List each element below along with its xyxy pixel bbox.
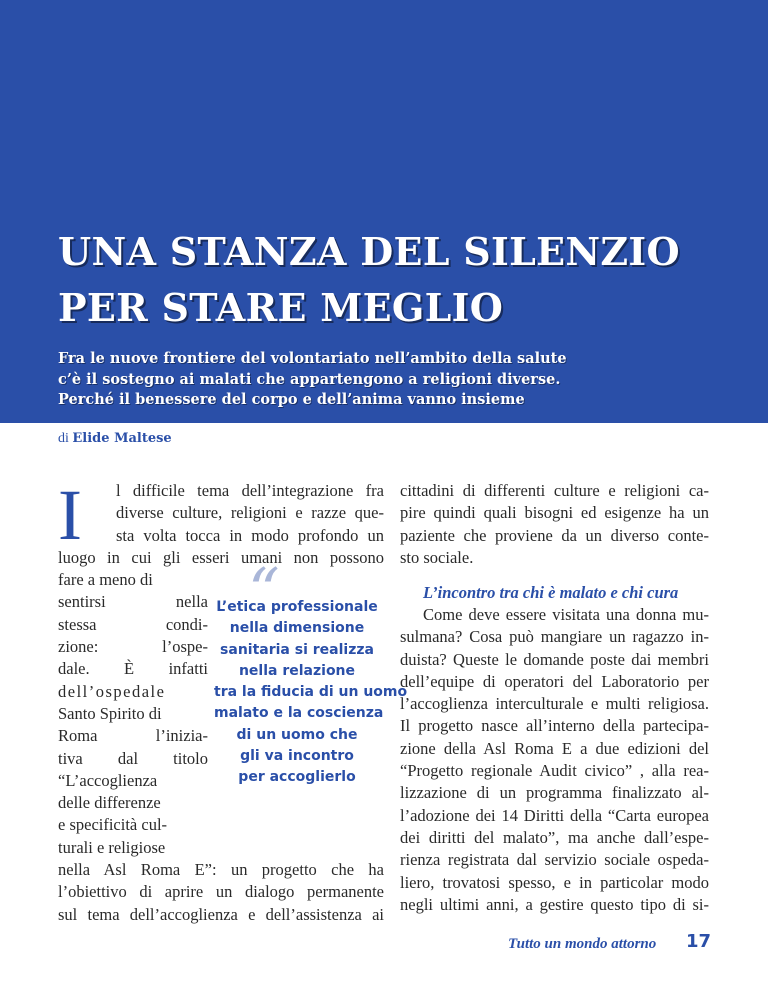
- text-line: dell’ospedale: [58, 681, 166, 701]
- text-line: liero, trovatosi spesso, e in particolar modo: [400, 872, 709, 892]
- text-line: l’obiettivo di aprire un dialogo permanente: [58, 882, 384, 902]
- pull-quote-line: sanitaria si realizza: [220, 641, 374, 658]
- text-line: l’accoglienza interculturale e multi religiosa.: [400, 694, 709, 714]
- text-line: zione della Asl Roma E a due edizioni del: [400, 738, 709, 758]
- text-line: l’adozione dei 14 Diritti della “Carta europea: [400, 805, 709, 825]
- text-line: zione: l’ospe-: [58, 637, 208, 657]
- text-line: dell’equipe di operatori del Laboratorio per: [400, 671, 709, 691]
- drop-cap: I: [58, 475, 82, 555]
- text-line: luogo in cui gli esseri umani non possono: [58, 547, 384, 567]
- text-line: rienza registrata dal servizio sociale ospeda-: [400, 850, 709, 870]
- text-line: paziente che proviene da un diverso conte-: [400, 525, 709, 545]
- text-line: sta volta tocca in modo profondo un: [116, 525, 384, 545]
- text-line: e specificità cul-: [58, 815, 168, 835]
- text-line: cittadini di differenti culture e religioni ca-: [400, 481, 709, 500]
- article-subtitle: [58, 349, 567, 411]
- byline-prefix: di: [58, 431, 69, 446]
- text-line: stessa condi-: [58, 614, 208, 634]
- text-line: delle differenze: [58, 793, 161, 813]
- pull-quote-line: nella dimensione: [229, 620, 365, 637]
- text-line: turali e religiose: [58, 837, 166, 857]
- section-heading: L’incontro tra chi è malato e chi cura: [423, 583, 679, 602]
- text-line: duista? Queste le domande poste dai membri: [400, 649, 709, 669]
- pull-quote-line: tra la fiducia di un uomo: [214, 684, 408, 701]
- text-line: Come deve essere visitata una donna mu-: [423, 605, 709, 624]
- text-line: sto sociale.: [400, 547, 474, 567]
- text-line: dei diritti del malato”, ma anche dall’espe-: [400, 827, 709, 847]
- author-name: Elide Maltese: [72, 431, 172, 446]
- pull-quote-line: malato e la coscienza: [214, 705, 384, 722]
- header-banner: [0, 0, 768, 423]
- pull-quote-line: di un uomo che: [236, 726, 358, 743]
- text-line: Il progetto nasce all’interno della partecipa-: [400, 716, 709, 736]
- pull-quote-line: gli va incontro: [240, 748, 354, 765]
- title-line: UNA STANZA DEL SILENZIO: [58, 229, 680, 274]
- text-line: tiva dal titolo: [58, 748, 208, 768]
- text-line: dale. È infatti: [58, 659, 208, 679]
- right-column-top: [400, 480, 709, 569]
- pull-quote-line: nella relazione: [238, 662, 356, 679]
- subtitle-line: Perché il benessere del corpo e dell’anima vanno insieme: [58, 391, 525, 408]
- text-line: pire quindi quali bisogni ed esigenze ha un: [400, 503, 709, 523]
- text-line: nella Asl Roma E”: un progetto che ha: [58, 860, 384, 880]
- byline: [58, 431, 172, 447]
- text-line: Santo Spirito di: [58, 703, 162, 723]
- text-line: sulmana? Cosa può mangiare un ragazzo in-: [400, 627, 709, 647]
- pull-quote-text: [214, 597, 408, 789]
- text-line: diverse culture, religioni e razze que-: [116, 503, 384, 523]
- text-line: sentirsi nella: [58, 592, 208, 612]
- text-line: lizzazione di un programma finalizzato al-: [400, 783, 709, 803]
- pull-quote-line: per accoglierlo: [238, 769, 356, 786]
- subtitle-line: Fra le nuove frontiere del volontariato nell’ambito della salute: [58, 350, 567, 367]
- text-line: fare a meno di: [58, 570, 153, 590]
- quote-mark-icon: “: [248, 554, 280, 627]
- text-line: Roma l’inizia-: [58, 726, 208, 746]
- footer-section-label: Tutto un mondo attorno: [508, 936, 657, 952]
- page-number: 17: [686, 931, 712, 952]
- right-column-body: [400, 604, 709, 916]
- article-title: [58, 224, 680, 336]
- text-line: sul tema dell’accoglienza e dell’assistenza ai: [58, 904, 384, 924]
- text-line: l difficile tema dell’integrazione fra: [116, 481, 384, 500]
- text-line: “L’accoglienza: [58, 770, 158, 790]
- pull-quote-line: L’etica professionale: [216, 599, 378, 615]
- title-line: PER STARE MEGLIO: [58, 285, 504, 330]
- subtitle-line: c’è il sostegno ai malati che appartengono a religioni diverse.: [58, 370, 561, 388]
- text-line: negli ultimi anni, a gestire questo tipo di si-: [400, 894, 709, 914]
- text-line: “Progetto regionale Audit civico” , alla rea-: [400, 761, 709, 781]
